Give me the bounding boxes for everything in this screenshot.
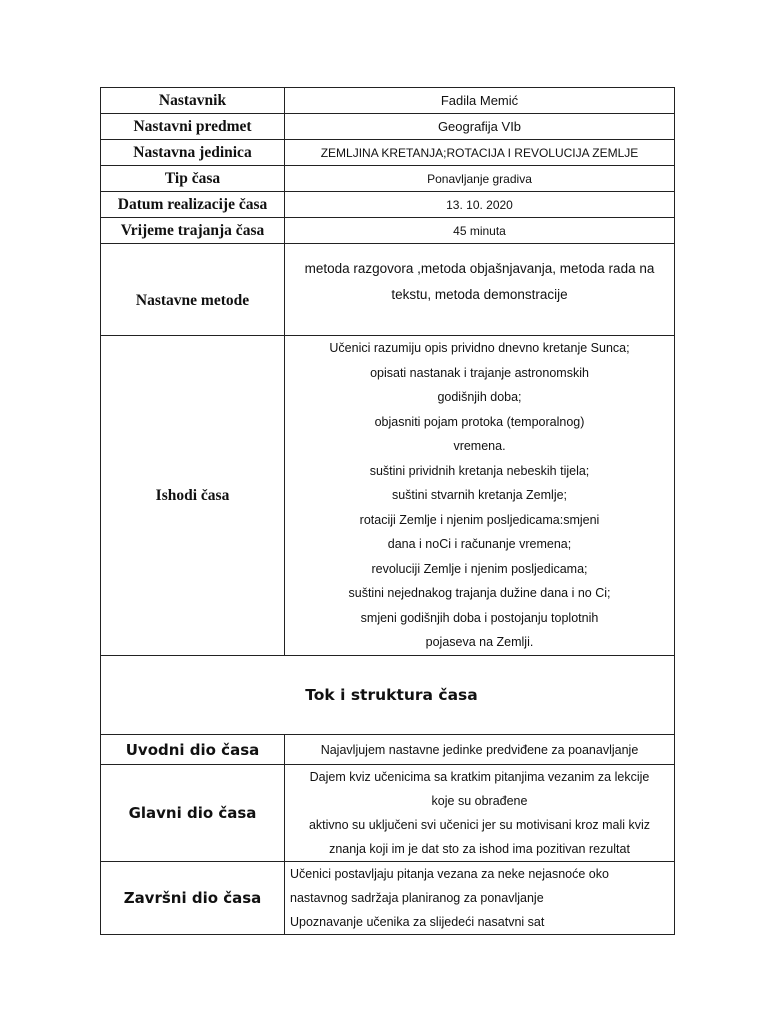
value-uvodni [285,735,675,765]
ishod-line: pojaseva na Zemlji. [425,635,534,649]
label-ishodi: Ishodi časa [101,336,285,656]
value-metode [285,244,675,336]
row-metode [101,244,675,336]
ishod-line: suštini nejednakog trajanja dužine dana i no Ci; [348,586,611,600]
value-jedinica: ZEMLJINA KRETANJA;ROTACIJA I REVOLUCIJA ZEMLJE [285,140,675,166]
value-ishodi [285,336,675,656]
row-tip [101,166,675,192]
row-ishodi [101,336,675,656]
ishod-line: smjeni godišnjih doba i postojanju toplotnih [360,610,599,625]
label-tip: Tip časa [101,166,285,192]
value-predmet: Geografija VIb [285,114,675,140]
row-section-title [101,656,675,735]
row-datum [101,192,675,218]
glavni-line: znanja koji im je dat sto za ishod ima pozitivan rezultat [329,842,630,856]
glavni-line: aktivno su uključeni svi učenici jer su motivisani kroz mali kviz [308,818,651,832]
ishod-line: opisati nastanak i trajanje astronomskih [370,365,589,380]
ishod-line: godišnjih doba; [437,390,522,404]
value-tip: Ponavljanje gradiva [285,166,675,192]
ishod-line: vremena. [453,439,506,453]
value-vrijeme: 45 minuta [285,218,675,244]
ishod-line: suštini prividnih kretanja nebeskih tijela; [369,463,590,478]
ishod-line: revoluciji Zemlje i njenim posljedicama; [371,561,588,576]
label-nastavnik: Nastavnik [101,88,285,114]
label-datum: Datum realizacije časa [101,192,285,218]
label-vrijeme: Vrijeme trajanja časa [101,218,285,244]
row-glavni [101,765,675,862]
value-datum: 13. 10. 2020 [285,192,675,218]
label-predmet: Nastavni predmet [101,114,285,140]
zavrsni-line: Učenici postavljaju pitanja vezana za neke nejasnoće oko [290,867,609,881]
label-metode: Nastavne metode [101,244,285,336]
glavni-line: Dajem kviz učenicima sa kratkim pitanjima vezanim za lekcije [309,770,650,784]
metode-line: metoda razgovora ,metoda objašnjavanja, metoda rada na [304,261,655,276]
row-uvodni [101,735,675,765]
ishod-line: dana i noCi i računanje vremena; [387,537,572,551]
section-title: Tok i struktura časa [101,656,675,735]
label-zavrsni: Završni dio časa [101,862,285,935]
uvodni-line: Najavljujem nastavne jedinke predviđene za poanavljanje [320,742,639,757]
value-zavrsni [285,862,675,935]
ishod-line: rotaciji Zemlje i njenim posljedicama:smjeni [359,512,600,527]
ishod-line: objasniti pojam protoka (temporalnog) [374,414,585,429]
zavrsni-line: nastavnog sadržaja planiranog za ponavljanje [290,891,544,905]
lesson-plan-table [100,87,675,935]
row-nastavnik [101,88,675,114]
label-uvodni: Uvodni dio časa [101,735,285,765]
row-jedinica [101,140,675,166]
value-nastavnik: Fadila Memić [285,88,675,114]
label-glavni: Glavni dio časa [101,765,285,862]
value-glavni [285,765,675,862]
metode-line: tekstu, metoda demonstracije [391,287,568,302]
row-zavrsni [101,862,675,935]
glavni-line: koje su obrađene [431,794,528,808]
ishod-line: Učenici razumiju opis prividno dnevno kretanje Sunca; [329,341,630,355]
row-vrijeme [101,218,675,244]
label-jedinica: Nastavna jedinica [101,140,285,166]
row-predmet [101,114,675,140]
ishod-line: suštini stvarnih kretanja Zemlje; [391,488,568,502]
zavrsni-line: Upoznavanje učenika za slijedeći nasatvni sat [290,915,545,929]
